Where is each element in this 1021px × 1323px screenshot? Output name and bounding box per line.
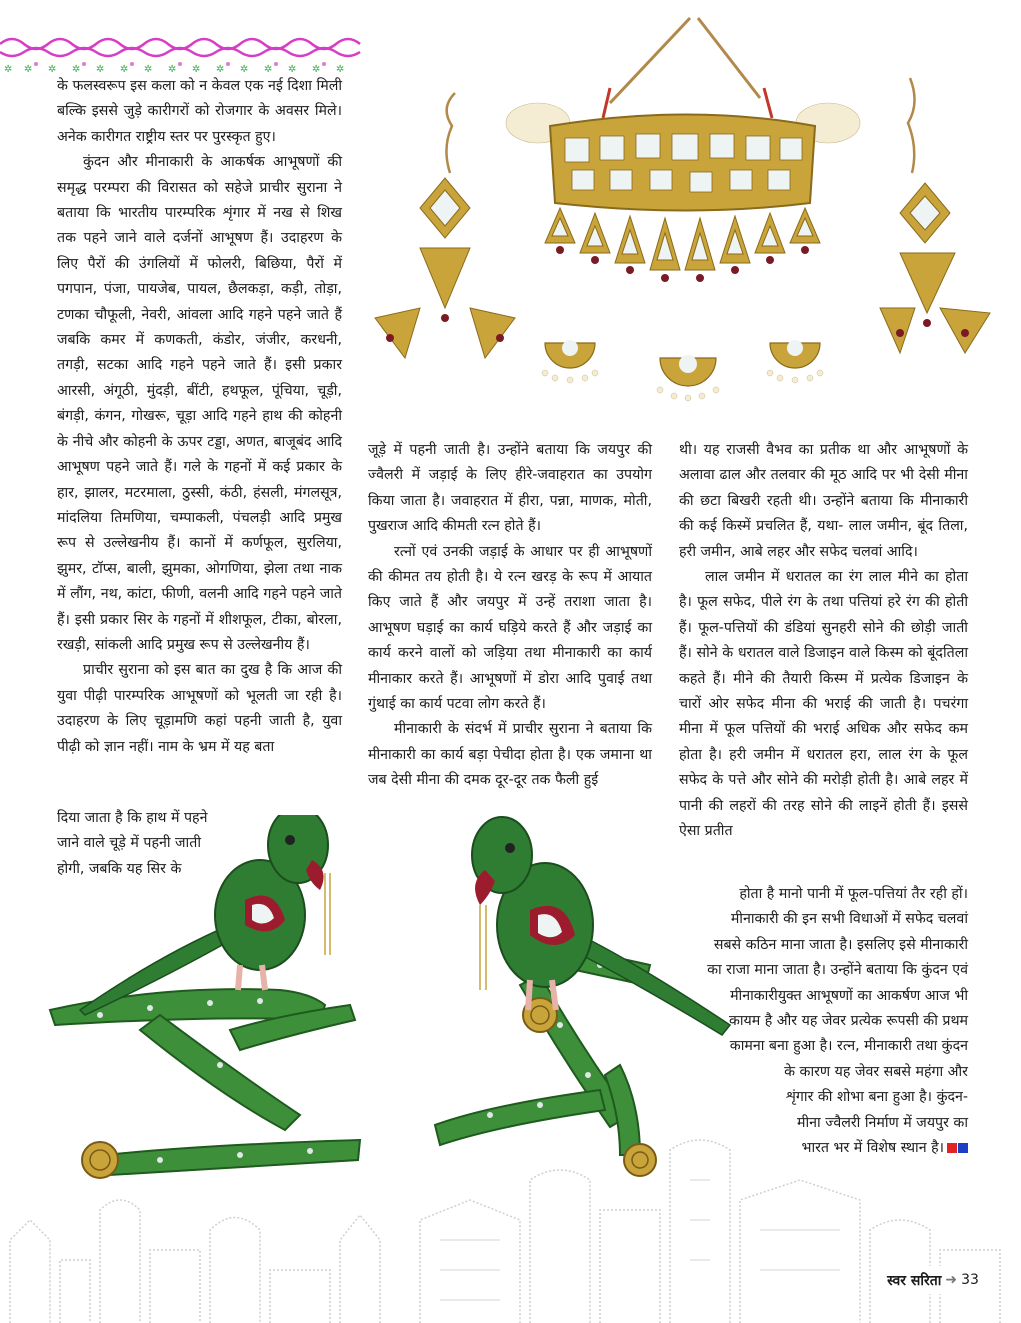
paragraph: कुंदन और मीनाकारी के आकर्षक आभूषणों की समृद्ध परम्परा की विरासत को सहेजे प्राचीर सुराना ने बताया कि भारतीय पारम्परिक शृंगार में नख से शिख तक पहने जाने वाले दर्जनों आभूषण हैं। उदाहरण के लिए पैरों की उंगलियों में फोलरी, बिछिया, पैरों में पगपान, पंजा, पायजेब, पायल, छैलकड़ा, कड़ी, तोड़ा, टणका चौफूली, नेवरी, आंवला आदि गहने पहने जाते हैं जबकि कमर में कणकती, कंडोर, जंजीर, करधनी, तगड़ी, सटका आदि गहने पहने जाते हैं। इसी प्रकार आरसी, अंगूठी, मुंदड़ी, बींटी, हथफूल, पूंचिया, चूड़ी, बंगड़ी, कंगन, गोखरू, चूड़ा आदि गहने हाथ की कोहनी के नीचे और कोहनी के ऊपर टड्डा, अणत, बाजूबंद आदि आभूषण पहने जाते हैं। गले के गहनों में कई प्रकार के हार, झालर, मटरमाला, ठुस्सी, कंठी, हंसली, मंगलसूत्र, मांदलिया तिमणिया, चम्पाकली, पंचलड़ी आदि प्रमुख रूप से उल्लेखनीय हैं। कानों में कर्णफूल, सुरलिया, झुमर, टॉप्स, बाली, झुमका, ओगणिया, झेला तथा नाक में लौंग, नथ, कांटा, फीणी, वलनी आदि गहने पहने जाते हैं। इसी प्रकार सिर के गहनों में शीशफूल, टीका, बोरला, रखड़ी, सांकली आदि प्रमुख रूप से उल्लेखनीय हैं। bbox=[57, 154, 342, 653]
svg-text:✲: ✲ bbox=[288, 64, 297, 75]
svg-text:✲: ✲ bbox=[240, 64, 249, 75]
article-column-3 bbox=[679, 438, 968, 845]
svg-text:✲: ✲ bbox=[312, 64, 321, 75]
text-line: जाने वाले चूड़े में पहनी जाती bbox=[57, 835, 201, 852]
text-line: मीना ज्वैलरी निर्माण में जयपुर का bbox=[797, 1114, 968, 1131]
svg-text:✲: ✲ bbox=[336, 64, 345, 75]
svg-text:✲: ✲ bbox=[96, 64, 105, 75]
text-line-content: भारत भर में विशेष स्थान है। bbox=[801, 1140, 944, 1157]
paragraph: रत्नों एवं उनकी जड़ाई के आधार पर ही आभूषणों की कीमत तय होती है। ये रत्न खरड़ के रूप में आयात किए जाते हैं और जयपुर में उन्हें तराशा जाता है। आभूषण घड़ाई का कार्य घड़िये करते हैं और जड़ाई का कार्य करने वालों को जड़िया तथा मीनाकारी का कार्य मीनाकार करते हैं। आभूषणों में डोरा आदि पुवाई तथा गुंथाई का कार्य पटवा लोग करते हैं। bbox=[368, 543, 652, 713]
svg-text:✲: ✲ bbox=[24, 64, 33, 75]
paragraph: लाल जमीन में धरातल का रंग लाल मीने का होता है। फूल सफेद, पीले रंग के तथा पत्तियां हरे रंग की होती हैं। फूल-पत्तियों की डंडियां सुनहरी सोने की छोड़ी जाती हैं। सोने के धरातल वाले डिजाइन वाले किस्म को बूंदतिला कहते हैं। मीने की तैयारी किस्म में प्रत्येक डिजाइन के चारों ओर सफेद मीना की भराई की जाती है। पचरंगा मीना में फूल पत्तियों की भराई अधिक और सफेद कम होता है। हरी जमीन में धरातल हरा, लाल रंग के फूल सफेद के पत्ते और सोने की मरोड़ी होती है। आबे लहर में पानी की लहरों की तरह सोने की लाइनें होती हैं। इससे ऐसा प्रतीत bbox=[679, 569, 968, 840]
svg-text:✲: ✲ bbox=[4, 64, 13, 75]
text-line: दिया जाता है कि हाथ में पहने bbox=[57, 810, 208, 826]
paragraph: प्राचीर सुराना को इस बात का दुख है कि आज की युवा पीढ़ी पारम्परिक आभूषणों को भूलती जा रही है। उदाहरण के लिए चूड़ामणि कहां पहनी जाती है, युवा पीढ़ी को ज्ञान नहीं। नाम के भ्रम में यह बता bbox=[57, 662, 342, 755]
svg-text:✲: ✲ bbox=[72, 64, 81, 75]
svg-text:✲: ✲ bbox=[264, 64, 273, 75]
text-line: सबसे कठिन माना जाता है। इसलिए इसे मीनाकारी bbox=[713, 936, 968, 953]
paragraph: के फलस्वरूप इस कला को न केवल एक नई दिशा मिली बल्कि इससे जुड़े कारीगरों को रोजगार के अवसर मिले। अनेक कारीगत राष्ट्रीय स्तर पर पुरस्कृत हुए। bbox=[57, 78, 342, 145]
svg-text:✲: ✲ bbox=[48, 64, 57, 75]
svg-text:✲: ✲ bbox=[168, 64, 177, 75]
magazine-name: स्वर सरिता bbox=[887, 1272, 942, 1289]
text-line: कामना बना हुआ है। रत्न, मीनाकारी तथा कुंदन bbox=[729, 1038, 968, 1055]
paragraph: मीनाकारी के संदर्भ में प्राचीर सुराना ने बताया कि मीनाकारी का कार्य बड़ा पेचीदा होता है। एक जमाना था जब देसी मीना की दमक दूर-दूर तक फैली हुई bbox=[368, 721, 652, 789]
article-column-3-wrap bbox=[679, 882, 968, 1161]
svg-text:✲: ✲ bbox=[216, 64, 225, 75]
page-number: 33 bbox=[961, 1272, 979, 1288]
paragraph: थी। यह राजसी वैभव का प्रतीक था और आभूषणों के अलावा ढाल और तलवार की मूठ आदि पर भी देसी मीना की छटा बिखरी रहती थी। उन्होंने बताया कि मीनाकारी की कई किस्में प्रचलित हैं, यथा- लाल जमीन, बूंद तिला, हरी जमीन, आबे लहर और सफेद चलवां आदि। bbox=[679, 442, 968, 560]
text-line: शृंगार की शोभा बना हुआ है। कुंदन- bbox=[786, 1089, 968, 1106]
paragraph: जूड़े में पहनी जाती है। उन्होंने बताया कि जयपुर की ज्वैलरी में जड़ाई के लिए हीरे-जवाहरात का उपयोग किया जाता है। जवाहरात में हीरा, पन्ना, माणक, मोती, पुखराज आदि कीमती रत्न होते हैं। bbox=[368, 442, 652, 535]
end-mark-blue-square bbox=[958, 1143, 968, 1153]
text-line: के कारण यह जेवर सबसे महंगा और bbox=[784, 1063, 968, 1080]
decorative-border-strip bbox=[0, 30, 370, 80]
text-line: मीनाकारी की इन सभी विधाओं में सफेद चलवां bbox=[730, 911, 968, 928]
text-line: मीनाकारीयुक्त आभूषणों का आकर्षण आज भी bbox=[730, 987, 968, 1004]
article-column-2 bbox=[368, 438, 652, 794]
arrow-right-icon: ➜ bbox=[945, 1272, 958, 1288]
text-line: कायम है और यह जेवर प्रत्येक रूपसी की प्रथम bbox=[728, 1013, 968, 1030]
kundan-necklace-photo bbox=[360, 8, 1018, 408]
page-footer bbox=[880, 1266, 986, 1294]
article-column-1 bbox=[57, 74, 342, 760]
text-line bbox=[679, 1136, 968, 1161]
text-line: होता है मानो पानी में फूल-पत्तियां तैर रही हों। bbox=[739, 886, 968, 902]
text-line: होगी, जबकि यह सिर के bbox=[57, 860, 182, 877]
svg-text:✲: ✲ bbox=[144, 64, 153, 75]
svg-text:✲: ✲ bbox=[120, 64, 129, 75]
svg-text:✲: ✲ bbox=[192, 64, 201, 75]
end-mark-red-square bbox=[947, 1143, 957, 1153]
text-line: का राजा माना जाता है। उन्होंने बताया कि कुंदन एवं bbox=[707, 962, 968, 979]
article-column-1-wrap bbox=[57, 806, 222, 882]
